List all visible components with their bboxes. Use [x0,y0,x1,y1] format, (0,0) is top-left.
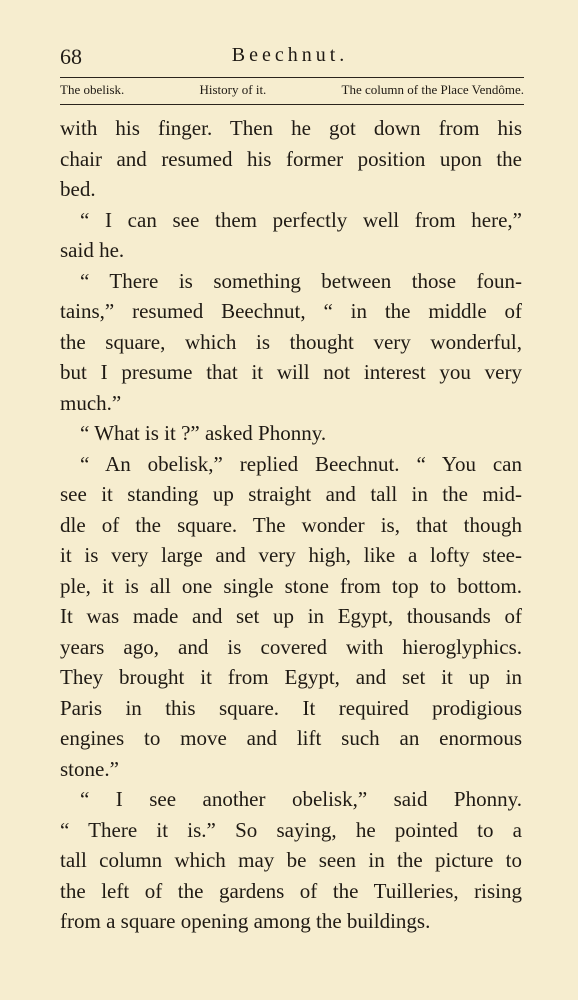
text-line: “ I can see them perfectly well from here,” [80,207,522,232]
text-line: the left of the gardens of the Tuilleries, rising [60,878,522,903]
body-text [60,113,522,937]
side-note-column: The column of the Place Vendôme. [341,82,524,97]
text-line: tains,” resumed Beechnut, “ in the middle of [60,299,522,323]
text-line: see it standing up straight and tall in the mid- [60,482,522,506]
text-line: “ There it is.” So saying, he pointed to a [60,817,522,842]
text-line: bed. [60,177,96,201]
text-line: “ I see another obelisk,” said Phonny. [80,787,522,811]
header-rule-bottom [60,104,524,105]
text-line: said he. [60,238,125,262]
running-title: Beechnut. [231,44,349,66]
page-header [60,44,520,74]
text-line: ple, it is all one single stone from top to bottom. [60,573,522,598]
text-line: stone.” [60,756,119,781]
text-line: much.” [60,390,122,415]
page-number: 68 [60,44,82,69]
text-line: it is very large and very high, like a lofty stee- [60,543,522,567]
text-line: Paris in this square. It required prodigious [60,695,522,720]
text-line: with his finger. Then he got down from his [60,116,522,140]
text-line: years ago, and is covered with hieroglyphics. [60,634,522,659]
text-line: “ An obelisk,” replied Beechnut. “ You can [80,451,522,476]
text-line: the square, which is thought very wonderful, [60,329,522,354]
header-rule-top [60,77,524,78]
text-line: engines to move and lift such an enormous [60,726,522,750]
text-line: It was made and set up in Egypt, thousands of [60,604,522,628]
side-note-history: History of it. [199,82,267,97]
text-line: dle of the square. The wonder is, that though [60,512,522,537]
text-line: “ What is it ?” asked Phonny. [80,421,327,445]
text-line: chair and resumed his former position upon the [60,146,522,171]
text-line: but I presume that it will not interest you very [60,360,522,384]
text-line: They brought it from Egypt, and set it up in [60,665,522,689]
text-line: “ There is something between those foun- [80,268,522,293]
text-line: tall column which may be seen in the picture to [60,848,522,872]
side-note-obelisk: The obelisk. [60,82,125,97]
text-line: from a square opening among the buildings. [60,909,431,933]
side-notes [60,82,524,100]
